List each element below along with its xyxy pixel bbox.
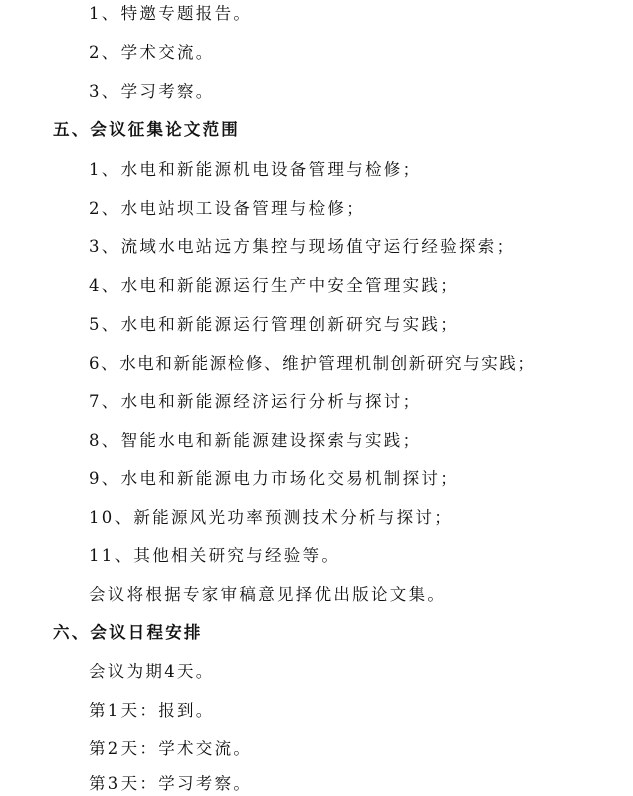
- list-item: 11、其他相关研究与经验等。: [89, 546, 341, 565]
- paragraph: 第1天：报到。: [89, 701, 215, 720]
- paragraph: 会议将根据专家审稿意见择优出版论文集。: [89, 585, 447, 604]
- list-item: 10、新能源风光功率预测技术分析与探讨；: [89, 508, 453, 527]
- list-item: 5、水电和新能源运行管理创新研究与实践；: [89, 315, 459, 334]
- list-item: 1、水电和新能源机电设备管理与检修；: [89, 160, 422, 179]
- list-item: 1、特邀专题报告。: [89, 4, 253, 23]
- list-item: 6、水电和新能源检修、维护管理机制创新研究与实践；: [89, 354, 536, 373]
- list-item: 4、水电和新能源运行生产中安全管理实践；: [89, 276, 459, 295]
- paragraph: 会议为期4天。: [89, 662, 215, 681]
- paragraph: 第3天：学习考察。: [89, 774, 253, 793]
- list-item: 2、水电站坝工设备管理与检修；: [89, 199, 365, 218]
- list-item: 7、水电和新能源经济运行分析与探讨；: [89, 392, 422, 411]
- section-heading: 五、会议征集论文范围: [53, 120, 240, 139]
- paragraph: 第2天：学术交流。: [89, 739, 253, 758]
- list-item: 9、水电和新能源电力市场化交易机制探讨；: [89, 469, 459, 488]
- list-item: 2、学术交流。: [89, 43, 215, 62]
- list-item: 3、学习考察。: [89, 82, 215, 101]
- section-heading: 六、会议日程安排: [53, 623, 203, 642]
- list-item: 3、流域水电站远方集控与现场值守运行经验探索；: [89, 237, 516, 256]
- list-item: 8、智能水电和新能源建设探索与实践；: [89, 431, 422, 450]
